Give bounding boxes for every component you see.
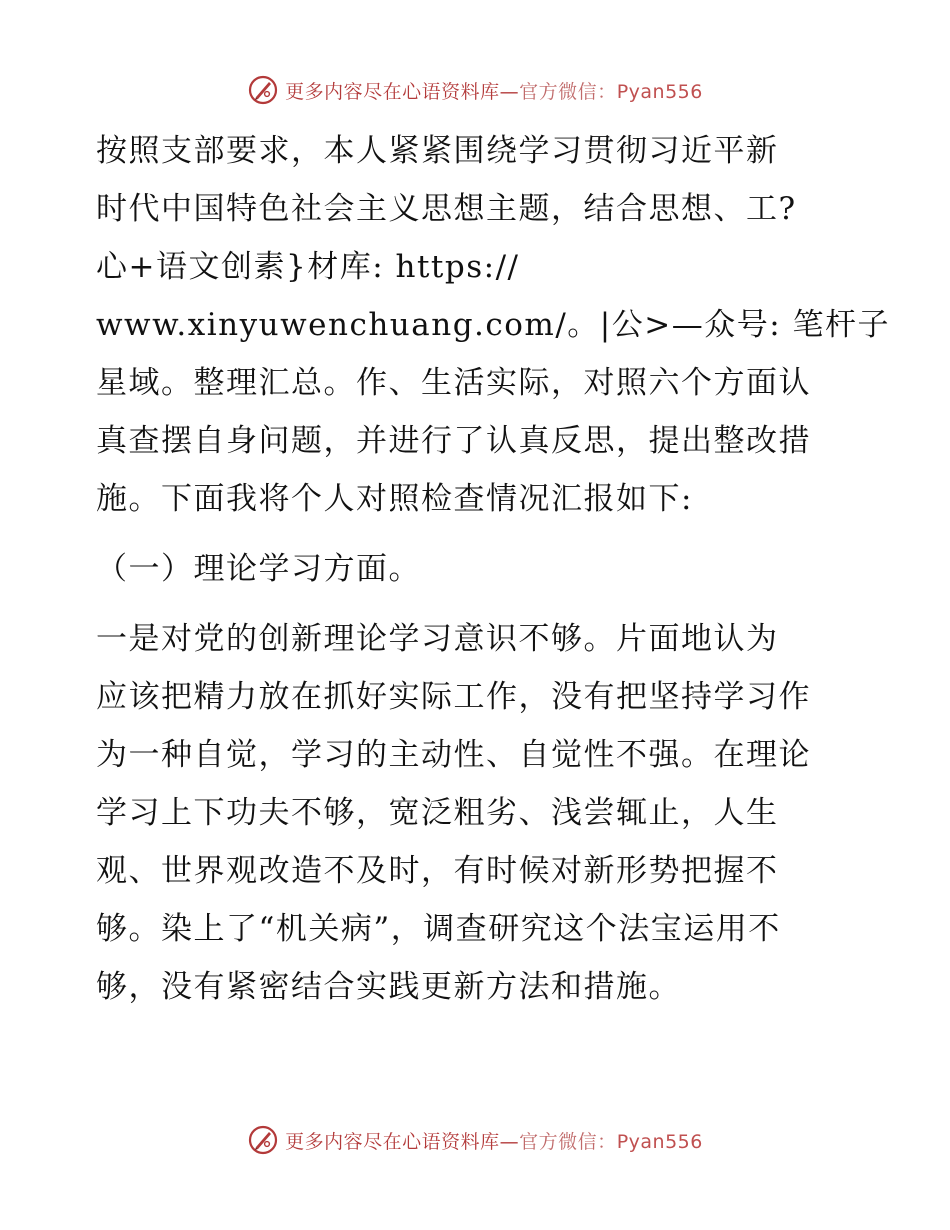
header-banner-dash: — — [499, 80, 520, 103]
text-line: 够，没有紧密结合实践更新方法和措施。 — [96, 969, 681, 1005]
header-banner — [0, 70, 950, 110]
footer-banner-middle: 官方微信： — [519, 1130, 617, 1153]
section-heading — [96, 540, 856, 598]
text-line: 星域。整理汇总。作、生活实际，对照六个方面认 — [96, 365, 811, 401]
quill-pen-logo-icon — [247, 74, 279, 106]
intro-paragraph — [96, 122, 890, 528]
text-line: 一是对党的创新理论学习意识不够。片面地认为 — [96, 621, 779, 657]
header-banner-prefix: 更多内容尽在心语资料库 — [285, 80, 500, 103]
text-line: 学习上下功夫不够，宽泛粗劣、浅尝辄止，人生 — [96, 795, 779, 831]
footer-banner-dash: — — [499, 1130, 520, 1153]
text-line: 按照支部要求，本人紧紧围绕学习贯彻习近平新 — [96, 133, 779, 169]
quill-pen-logo-icon — [247, 1124, 279, 1156]
body-paragraph — [96, 610, 856, 1016]
text-line: www.xinyuwenchuang.com/。|公>—众号: 笔杆子 — [96, 307, 890, 343]
text-line: 应该把精力放在抓好实际工作，没有把坚持学习作 — [96, 679, 811, 715]
footer-banner-text — [285, 1127, 703, 1154]
footer-wechat-id: Pyan556 — [616, 1130, 703, 1153]
footer-banner-prefix: 更多内容尽在心语资料库 — [285, 1130, 500, 1153]
text-line: 施。下面我将个人对照检查情况汇报如下: — [96, 481, 693, 517]
text-line: 观、世界观改造不及时，有时候对新形势把握不 — [96, 853, 779, 889]
header-wechat-id: Pyan556 — [616, 80, 703, 103]
document-body — [96, 122, 890, 1016]
section-heading-text: （一）理论学习方面。 — [96, 551, 421, 587]
footer-banner — [0, 1120, 950, 1160]
text-line: 真查摆自身问题，并进行了认真反思，提出整改措 — [96, 423, 811, 459]
header-banner-text — [285, 77, 703, 104]
text-line: 够。染上了“机关病”，调查研究这个法宝运用不 — [96, 911, 781, 947]
header-banner-middle: 官方微信： — [519, 80, 617, 103]
text-line: 心+语文创素}材库: https:// — [96, 249, 520, 285]
text-line: 为一种自觉，学习的主动性、自觉性不强。在理论 — [96, 737, 811, 773]
text-line: 时代中国特色社会主义思想主题，结合思想、工? — [96, 191, 797, 227]
